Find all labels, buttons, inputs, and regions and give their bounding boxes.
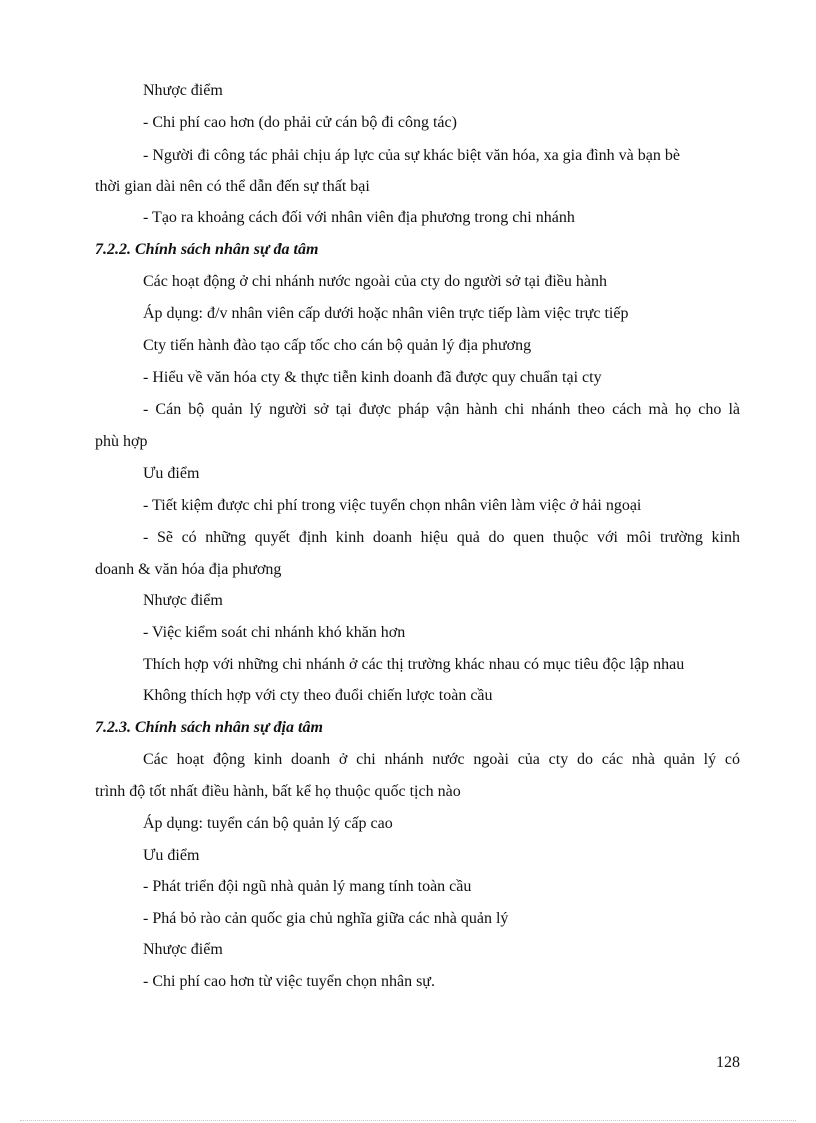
text-line: Thích hợp với những chi nhánh ở các thị trường khác nhau có mục tiêu độc lập nhau bbox=[143, 656, 685, 673]
text-line: Nhược điểm bbox=[143, 82, 223, 99]
page-bottom-rule bbox=[20, 1120, 796, 1121]
text-line: - Cán bộ quản lý người sở tại được pháp vận hành chi nhánh theo cách mà họ cho là bbox=[143, 401, 740, 418]
text-line: - Tiết kiệm được chi phí trong việc tuyển chọn nhân viên làm việc ở hải ngoại bbox=[143, 497, 642, 514]
text-line: - Người đi công tác phải chịu áp lực của sự khác biệt văn hóa, xa gia đình và bạn bè bbox=[143, 147, 680, 164]
text-line: thời gian dài nên có thể dẫn đến sự thất bại bbox=[95, 178, 370, 195]
text-line: Các hoạt động ở chi nhánh nước ngoài của cty do người sở tại điều hành bbox=[143, 273, 607, 290]
text-line: doanh & văn hóa địa phương bbox=[95, 561, 282, 578]
section-heading: 7.2.3. Chính sách nhân sự địa tâm bbox=[95, 719, 323, 736]
text-line: Các hoạt động kinh doanh ở chi nhánh nước ngoài của cty do các nhà quản lý có bbox=[143, 751, 740, 768]
text-line: - Sẽ có những quyết định kinh doanh hiệu quả do quen thuộc với môi trường kinh bbox=[143, 529, 740, 546]
text-line: Không thích hợp với cty theo đuổi chiến lược toàn cầu bbox=[143, 687, 493, 704]
section-heading: 7.2.2. Chính sách nhân sự đa tâm bbox=[95, 241, 319, 258]
text-line: - Tạo ra khoảng cách đối với nhân viên địa phương trong chi nhánh bbox=[143, 209, 575, 226]
text-line: - Hiểu về văn hóa cty & thực tiễn kinh doanh đã được quy chuẩn tại cty bbox=[143, 369, 602, 386]
text-line: Ưu điểm bbox=[143, 847, 200, 864]
text-line: - Chi phí cao hơn (do phải cử cán bộ đi công tác) bbox=[143, 114, 457, 131]
text-line: - Việc kiểm soát chi nhánh khó khăn hơn bbox=[143, 624, 406, 641]
text-line: Cty tiến hành đào tạo cấp tốc cho cán bộ quản lý địa phương bbox=[143, 337, 532, 354]
text-line: - Phá bỏ rào cản quốc gia chủ nghĩa giữa các nhà quản lý bbox=[143, 910, 509, 927]
text-line: - Chi phí cao hơn từ việc tuyển chọn nhân sự. bbox=[143, 973, 435, 990]
page-number: 128 bbox=[716, 1054, 740, 1071]
text-line: trình độ tốt nhất điều hành, bất kể họ thuộc quốc tịch nào bbox=[95, 783, 461, 800]
text-line: - Phát triển đội ngũ nhà quản lý mang tính toàn cầu bbox=[143, 878, 472, 895]
text-line: Áp dụng: đ/v nhân viên cấp dưới hoặc nhân viên trực tiếp làm việc trực tiếp bbox=[143, 305, 629, 322]
text-line: phù hợp bbox=[95, 433, 148, 450]
text-line: Ưu điểm bbox=[143, 465, 200, 482]
text-line: Nhược điểm bbox=[143, 941, 223, 958]
text-line: Áp dụng: tuyển cán bộ quản lý cấp cao bbox=[143, 815, 393, 832]
text-line: Nhược điểm bbox=[143, 592, 223, 609]
